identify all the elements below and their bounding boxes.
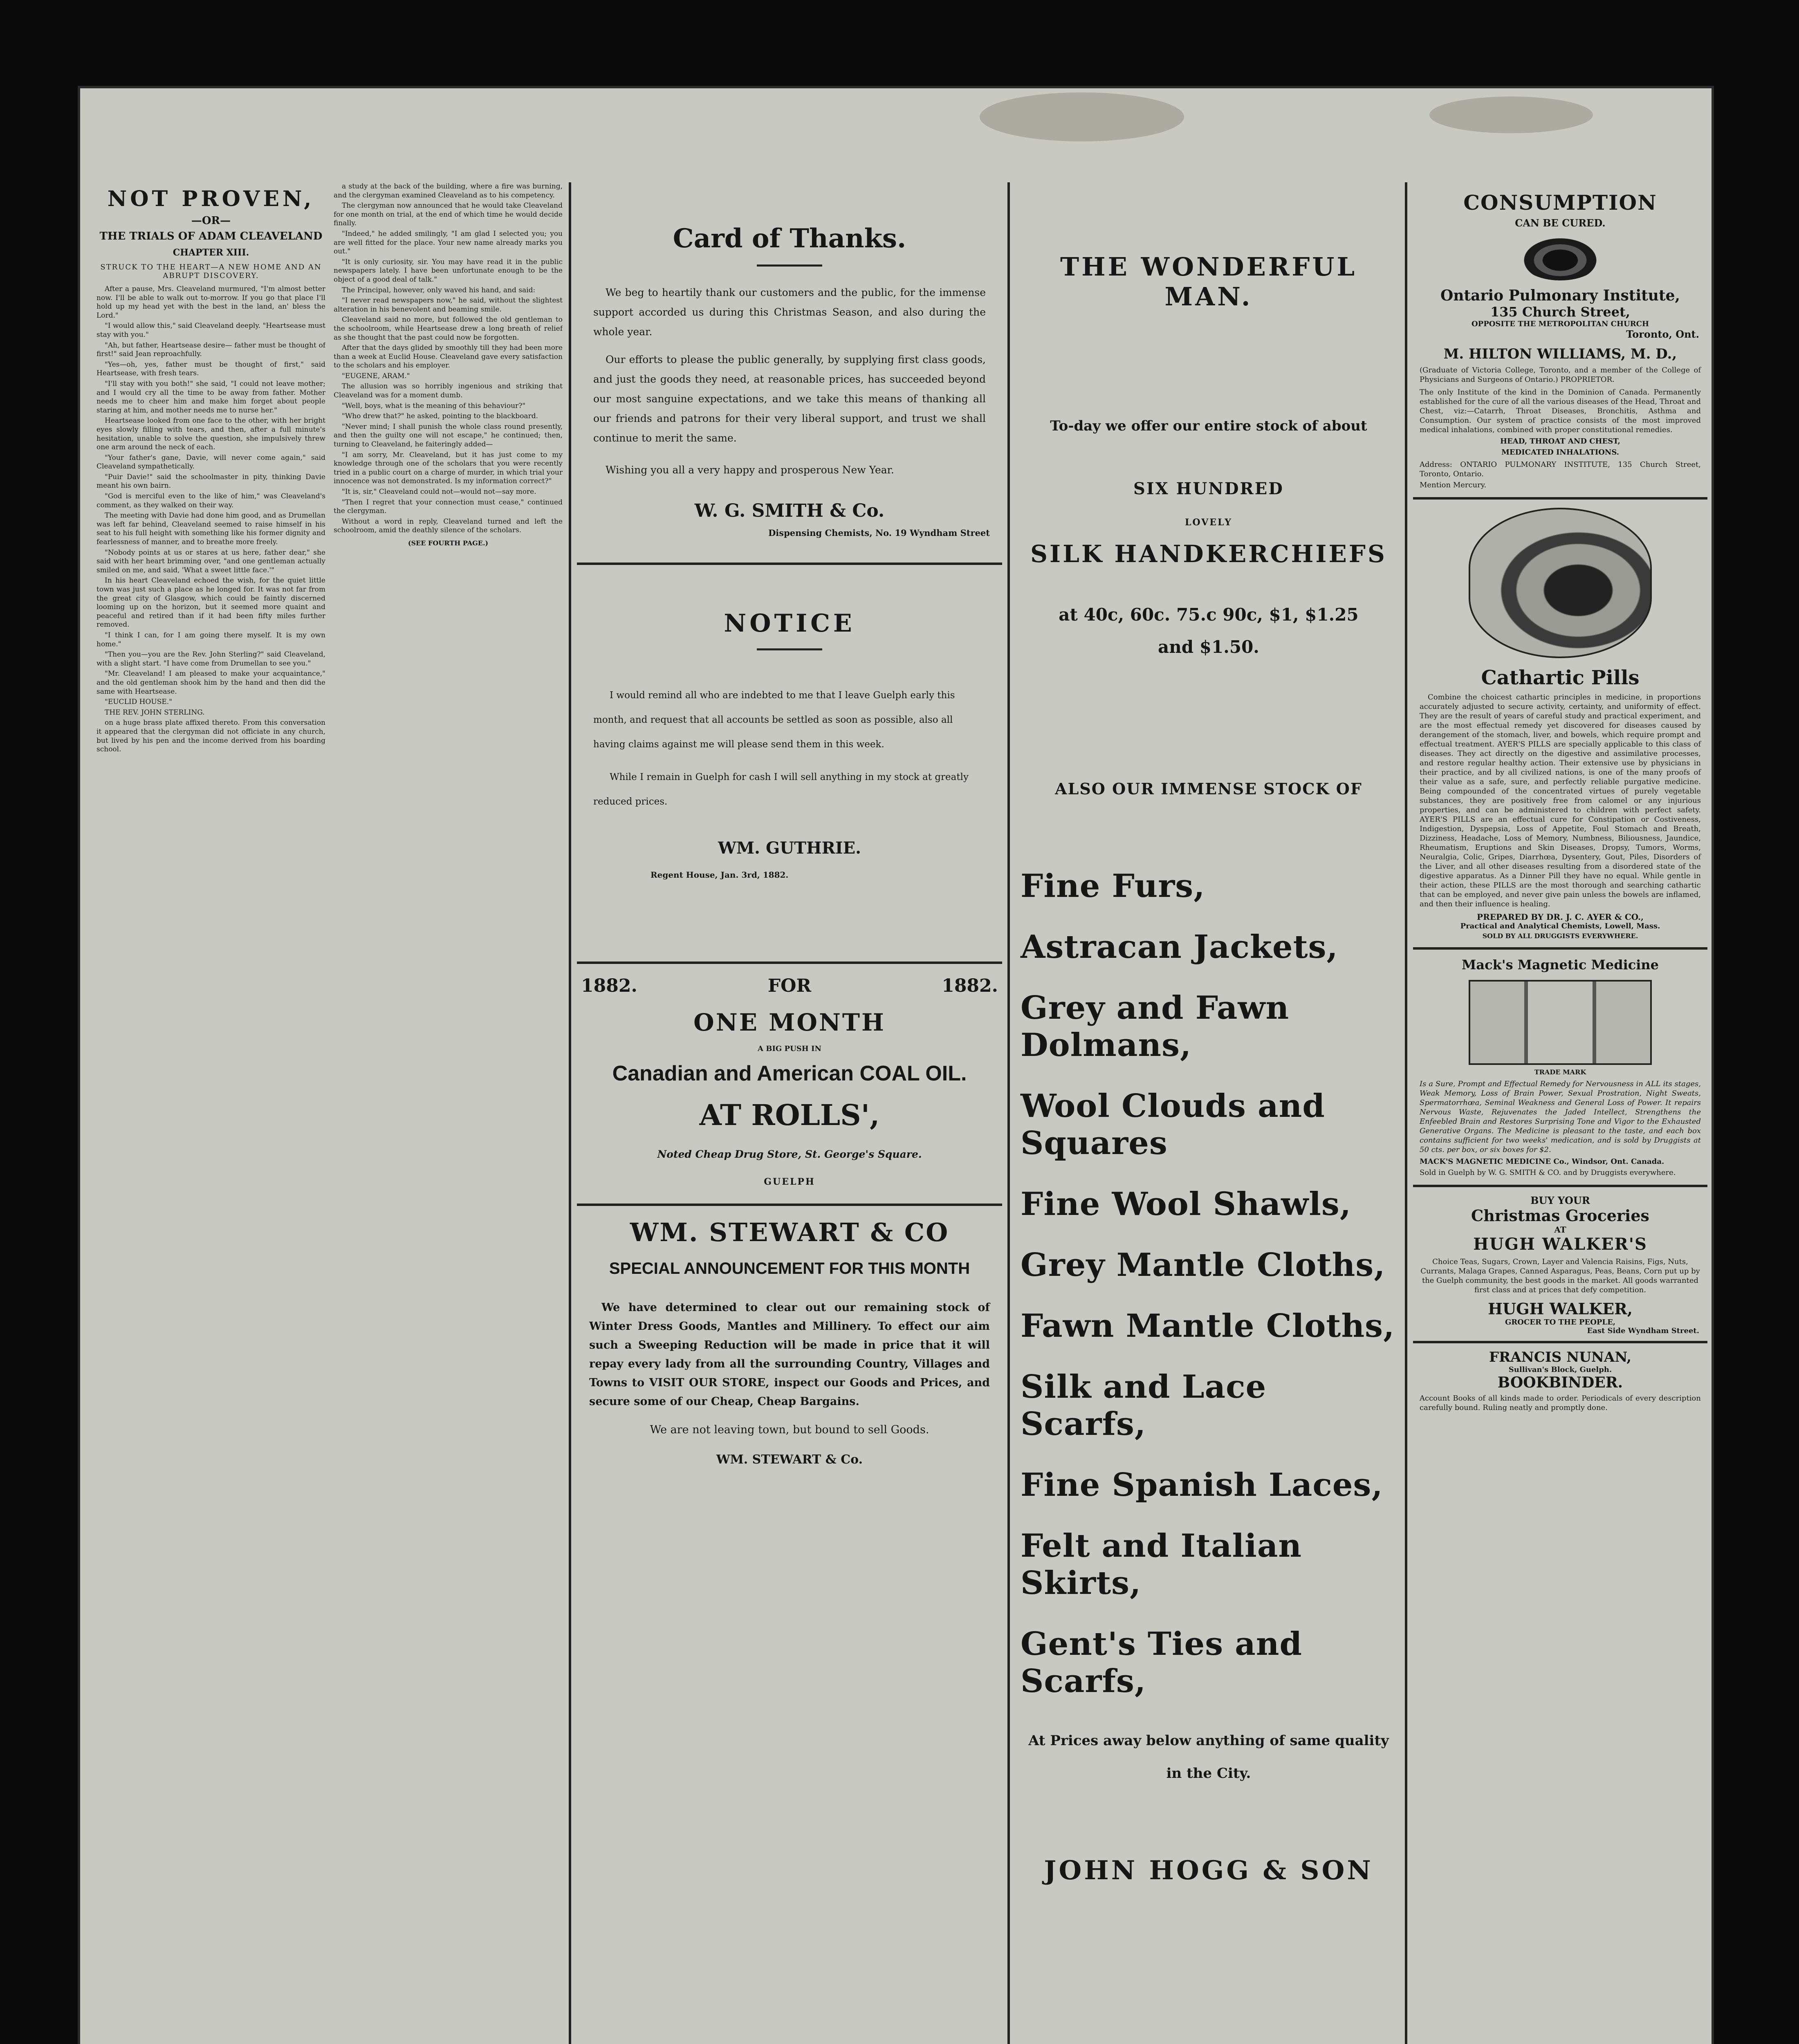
consumption-institute: Ontario Pulmonary Institute,	[1440, 287, 1680, 304]
story-subtitle: THE TRIALS OF ADAM CLEAVELAND	[99, 230, 323, 242]
story-paragraph: "Then you—you are the Rev. John Sterling?" said Cleaveland, with a slight start. "I have come from Drumellan to see you."	[96, 650, 325, 668]
stewart-name: WM. STEWART & CO	[630, 1217, 949, 1247]
story-paragraph: "Your father's gane, Davie, will never come again," said Cleaveland sympathetically.	[96, 453, 325, 471]
hogg-item: Wool Clouds and Squares	[1021, 1087, 1325, 1162]
nunan-name: FRANCIS NUNAN,	[1489, 1349, 1632, 1365]
card-of-thanks-p2: Our efforts to please the public generally, by supplying first class goods, and just the goods they need, at reasonable prices, has succeeded beyond our most sanguine expectations, and we take this means of thanking all our friends and patrons for their very liberal support, and trust we shall continue to merit the same.	[593, 354, 986, 444]
column-rule	[569, 182, 571, 2044]
hogg-item: Fine Spanish Laces,	[1021, 1466, 1383, 1504]
divider	[577, 1204, 1002, 1206]
hogg-intro: To-day we offer our entire stock of about	[1050, 418, 1367, 434]
coal-oil-header	[577, 975, 1002, 996]
stewart-body: We have determined to clear out our remaining stock of Winter Dress Goods, Mantles and Millinery. To effect our aim such a Sweeping Reduction will be made in price that it will repay every lady from all the surrounding Country, Villages and Towns to VISIT OUR STORE, inspect our Goods and Prices, and secure some of our Cheap, Cheap Bargains.	[589, 1301, 990, 1408]
before-after-illustration-icon	[1469, 980, 1652, 1065]
coal-oil-year-right: 1882.	[942, 975, 998, 996]
story-paragraph: Cleaveland said no more, but followed the old gentleman to the schoolroom, while Heartsease drew a long breath of relief as she thought that the past could now be forgotten.	[334, 316, 563, 342]
card-of-thanks-p3: Wishing you all a very happy and prosperous New Year.	[606, 464, 894, 476]
coal-oil-at-rolls: AT ROLLS',	[699, 1098, 880, 1132]
walker-ad	[1413, 1195, 1707, 1335]
divider	[757, 648, 822, 650]
hogg-prices-2: and $1.50.	[1158, 637, 1259, 657]
story-paragraph: "Yes—oh, yes, father must be thought of first," said Heartsease, with fresh tears.	[96, 360, 325, 378]
story-paragraph: "EUCLID HOUSE."	[105, 698, 172, 706]
stewart-signature: WM. STEWART & Co.	[716, 1452, 863, 1467]
consumption-credentials: (Graduate of Victoria College, Toronto, and a member of the College of Physicians and Surgeons of Ontario.) PROPRIETOR.	[1420, 366, 1701, 384]
nunan-trade: BOOKBINDER.	[1497, 1374, 1623, 1391]
hogg-prices: at 40c, 60c. 75.c 90c, $1, $1.25	[1059, 605, 1359, 625]
mack-title: Mack's Magnetic Medicine	[1461, 957, 1659, 973]
consumption-inhalations: MEDICATED INHALATIONS.	[1501, 448, 1620, 457]
story-paragraph: "Nobody points at us or stares at us here, father dear," she said with her heart brimming over, "and one gentleman actually smiled on me, and said, 'What a sweet little face.'"	[96, 548, 325, 574]
hogg-item: Fawn Mantle Cloths,	[1021, 1307, 1395, 1345]
story-paragraph: "Then I regret that your connection must cease," continued the clergyman.	[334, 498, 563, 515]
coal-oil-store: Noted Cheap Drug Store, St. George's Square.	[657, 1148, 922, 1160]
hogg-ad	[1016, 252, 1401, 1886]
story-paragraph: Without a word in reply, Cleaveland turned and left the schoolroom, amid the deathly silence of the scholars.	[334, 517, 563, 535]
divider	[1413, 1185, 1707, 1187]
consumption-doctor: M. HILTON WILLIAMS, M. D.,	[1443, 346, 1677, 362]
story-paragraph: The Principal, however, only waved his hand, and said:	[342, 286, 536, 294]
cathartic-prepared: PREPARED BY DR. J. C. AYER & CO.,	[1477, 912, 1644, 922]
story-paragraph: "I am sorry, Mr. Cleaveland, but it has just come to my knowledge through one of the scholars that you were recently tried in a public court on a charge of murder, in which trial your innocence was not demonstrated. Is my information correct?"	[334, 450, 563, 486]
coal-oil-one-month: ONE MONTH	[693, 1009, 886, 1036]
story-or: —OR—	[191, 215, 231, 227]
consumption-footer: Address: ONTARIO PULMONARY INSTITUTE, 135 Church Street, Toronto, Ontario.	[1420, 460, 1701, 478]
mack-sold: Sold in Guelph by W. G. SMITH & CO. and by Druggists everywhere.	[1420, 1168, 1676, 1177]
card-of-thanks-p1: We beg to heartily thank our customers and the public, for the immense support accorded us during this Christmas Season, and also during the whole year.	[593, 287, 986, 338]
ads-column-3	[577, 223, 1002, 1467]
story-column-2	[334, 182, 563, 2044]
cathartic-sold: SOLD BY ALL DRUGGISTS EVERYWHERE.	[1482, 932, 1638, 940]
hogg-item: Fine Furs,	[1021, 867, 1205, 905]
story-paragraph: "God is merciful even to the like of him," was Cleaveland's comment, as they walked on their way.	[96, 492, 325, 509]
walker-address: East Side Wyndham Street.	[1587, 1327, 1699, 1335]
story-paragraph: "Indeed," he added smilingly, "I am glad I selected you; you are well fitted for the place. Your new name already marks you out."	[334, 229, 563, 256]
coal-oil-push: A BIG PUSH IN	[758, 1044, 821, 1053]
notice-p1: I would remind all who are indebted to me that I leave Guelph early this month, and request that all accounts be settled as soon as possible, also all having claims against me will please send them in this week.	[593, 690, 955, 750]
eye-illustration-icon	[1519, 235, 1601, 280]
coal-oil-city: GUELPH	[764, 1177, 815, 1187]
story-paragraph: "Who drew that?" he asked, pointing to the blackboard.	[342, 412, 538, 421]
story-paragraph: After a pause, Mrs. Cleaveland murmured, "I'm almost better now. I'll be able to walk out to-morrow. If you go that place I'll hold up my head yet with the best in the land, an' bless the Lord."	[96, 285, 325, 320]
consumption-address: 135 Church Street,	[1490, 304, 1631, 320]
story-body-continued	[334, 182, 563, 535]
coal-oil-product: Canadian and American COAL OIL.	[612, 1062, 967, 1085]
story-paragraph: "Puir Davie!" said the schoolmaster in pity, thinking Davie meant his own bairn.	[96, 473, 325, 490]
hogg-item: Fine Wool Shawls,	[1021, 1186, 1351, 1223]
story-paragraph: "Mr. Cleaveland! I am pleased to make your acquaintance," and the old gentleman shook him by the hand and then did the same with Heartsease.	[96, 670, 325, 696]
cathartic-body: Combine the choicest cathartic principles in medicine, in proportions accurately adjusted to secure activity, certainty, and uniformity of effect. They are the result of years of careful study and practical experiment, and are the most effectual remedy yet discovered for diseases caused by derangement of the stomach, liver, and bowels, which require prompt and effectual treatment. AYER'S PILLS are specially applicable to this class of diseases. They act directly on the digestive and assimilative processes, and restore regular healthy action. Their extensive use by physicians in their practice, and by all civilized nations, is one of the many proofs of their value as a safe, sure, and perfectly reliable purgative medicine. Being compounded of the concentrated virtues of purely vegetable substances, they are positively free from calomel or any injurious properties, and can be administered to children with perfect safety. AYER'S PILLS are an effectual cure for Constipation or Costiveness, Indigestion, Dyspepsia, Loss of Appetite, Foul Stomach and Breath, Dizziness, Headache, Loss of Memory, Numbness, Biliousness, Jaundice, Rheumatism, Eruptions and Skin Diseases, Dropsy, Tumors, Worms, Neuralgia, Colic, Gripes, Diarrhœa, Dysentery, Gout, Piles, Disorders of the Liver, and all other diseases resulting from a disordered state of the digestive apparatus. As a Dinner Pill they have no equal. While gentle in their action, these PILLS are the most thorough and searching cathartic that can be employed, and never give pain unless the bowels are inflamed, and then their influence is healing.	[1420, 693, 1701, 908]
cathartic-title: Cathartic Pills	[1481, 666, 1640, 689]
story-paragraph: "I never read newspapers now," he said, without the slightest alteration in his benevolent and beaming smile.	[334, 296, 563, 314]
consumption-city: Toronto, Ont.	[1626, 328, 1699, 340]
story-paragraph: "Well, boys, what is the meaning of this behaviour?"	[342, 401, 526, 410]
story-chapter-sub: STRUCK TO THE HEART—A NEW HOME AND AN ABRUPT DISCOVERY.	[100, 263, 322, 280]
story-paragraph: Heartsease looked from one face to the other, with her bright eyes slowly filling with tears, and then, after a full minute's hesitation, unable to solve the question, she impulsively threw one arm around the neck of each.	[96, 417, 325, 452]
story-paragraph: After that the days glided by smoothly till they had been more than a week at Euclid House. Cleaveland gave every satisfaction to the scholars and his employer.	[334, 344, 563, 370]
divider	[577, 563, 1002, 565]
story-header	[96, 186, 325, 280]
cathartic-chemists: Practical and Analytical Chemists, Lowell, Mass.	[1460, 922, 1660, 930]
divider	[577, 961, 1002, 964]
nunan-location: Sullivan's Block, Guelph.	[1508, 1365, 1612, 1374]
stewart-headline: SPECIAL ANNOUNCEMENT FOR THIS MONTH	[609, 1260, 970, 1278]
story-paragraph: The meeting with Davie had done him good, and as Drumellan was left far behind, Cleaveland seemed to raise himself in his seat to his full height with something like his former dignity and fearlessness of manner, and to breathe more freely.	[96, 511, 325, 547]
card-of-thanks-title: Card of Thanks.	[673, 223, 906, 254]
walker-role: GROCER TO THE PEOPLE,	[1505, 1318, 1616, 1327]
story-paragraph: THE REV. JOHN STERLING.	[105, 708, 205, 717]
story-chapter: CHAPTER XIII.	[173, 247, 249, 258]
story-paragraph: "It is, sir," Cleaveland could not—would not—say more.	[342, 488, 536, 496]
hogg-silk: SILK HANDKERCHIEFS	[1030, 540, 1387, 568]
mack-company: MACK'S MAGNETIC MEDICINE Co., Windsor, Ont. Canada.	[1420, 1157, 1664, 1166]
walker-groceries: Christmas Groceries	[1471, 1206, 1649, 1225]
story-paragraph: In his heart Cleaveland echoed the wish, for the quiet little town was just such a place as he longed for. It was not far from the great city of Glasgow, which could be faintly discerned looming up on the horizon, but it seemed more quaint and peaceful and retired than if it had been fifty miles further removed.	[96, 576, 325, 629]
hogg-title: THE WONDERFUL MAN.	[1060, 252, 1357, 312]
story-paragraph: "Ah, but father, Heartsease desire— father must be thought of first!" said Jean reproachfully.	[96, 341, 325, 359]
hogg-prices-note: At Prices away below anything of same quality in the City.	[1028, 1732, 1389, 1782]
story-paragraph: "I would allow this," said Cleaveland deeply. "Heartsease must stay with you."	[96, 322, 325, 339]
newspaper-page	[78, 86, 1714, 2044]
walker-name: HUGH WALKER,	[1488, 1300, 1633, 1318]
story-title: NOT PROVEN,	[107, 186, 315, 211]
nunan-body: Account Books of all kinds made to order. Periodicals of every description carefully bound. Ruling neatly and promptly done.	[1420, 1394, 1701, 1412]
paper-stain	[1429, 96, 1593, 133]
mack-ad	[1413, 957, 1707, 1177]
story-paragraph: "It is only curiosity, sir. You may have read it in the public newspapers lately. I have been unfortunate enough to be the object of a good deal of talk."	[334, 258, 563, 284]
stewart-note: We are not leaving town, but bound to sell Goods.	[650, 1423, 929, 1436]
consumption-mention: Mention Mercury.	[1420, 481, 1487, 489]
story-paragraph: "I think I can, for I am going there myself. It is my own home."	[96, 631, 325, 648]
divider	[1413, 497, 1707, 500]
story-body	[96, 285, 325, 754]
walker-buy: BUY YOUR	[1530, 1195, 1590, 1206]
notice-p2: While I remain in Guelph for cash I will sell anything in my stock at greatly reduced prices.	[593, 772, 969, 807]
notice-footer: Regent House, Jan. 3rd, 1882.	[651, 870, 789, 880]
story-paragraph: "EUGENE, ARAM."	[342, 372, 410, 380]
stewart-ad	[577, 1217, 1002, 1467]
story-column-1	[96, 186, 325, 2044]
cathartic-ad	[1413, 508, 1707, 940]
story-paragraph: The allusion was so horribly ingenious and striking that Cleaveland was for a moment dumb.	[334, 382, 563, 400]
hogg-item: Gent's Ties and Scarfs,	[1021, 1625, 1303, 1700]
consumption-head: HEAD, THROAT AND CHEST,	[1500, 437, 1620, 446]
paper-stain	[980, 92, 1184, 141]
story-paragraph: on a huge brass plate affixed thereto. From this conversation it appeared that the clergyman did not officiate in any church, but lived by his pen and the income derived from his boarding school.	[96, 719, 325, 754]
consumption-ad	[1413, 191, 1707, 490]
column-rule	[1405, 182, 1407, 2044]
mack-body: Is a Sure, Prompt and Effectual Remedy for Nervousness in ALL its stages, Weak Memory, Loss of Brain Power, Sexual Prostration, Night Sweats, Spermatorrhœa, Seminal Weakness and General Loss of Power. It repairs Nervous Waste, Rejuvenates the Jaded Intellect, Strengthens the Enfeebled Brain and Restores Surprising Tone and Vigor to the Exhausted Generative Organs. The Medicine is pleasant to the taste, and each box contains sufficient for two weeks' medication, and is sold by Druggists at 50 cts. per box, or six boxes for $2.	[1420, 1080, 1701, 1154]
walker-store: HUGH WALKER'S	[1473, 1235, 1647, 1254]
card-of-thanks-footer: Dispensing Chemists, No. 19 Wyndham Street	[768, 528, 990, 538]
divider	[1413, 947, 1707, 950]
mack-trademark: TRADE MARK	[1534, 1068, 1586, 1076]
notice-signature: WM. GUTHRIE.	[718, 838, 861, 858]
hogg-item: Grey and Fawn Dolmans,	[1021, 989, 1290, 1064]
card-of-thanks	[577, 223, 1002, 538]
story-paragraph: "I'll stay with you both!" she said, "I could not leave mother; and I would cry all the time to be away from father. Mother needs me to cheer him and make him forget about people staring at him, and mother needs me to nurse her."	[96, 379, 325, 415]
notice-title: NOTICE	[724, 609, 855, 638]
nunan-ad	[1413, 1349, 1707, 1412]
divider	[1413, 1341, 1707, 1343]
consumption-sub: CAN BE CURED.	[1515, 217, 1606, 229]
consumption-body: The only Institute of the kind in the Dominion of Canada. Permanently established for the cure of all the various diseases of the Head, Throat and Chest, viz:—Catarrh, Throat Diseases, Bronchitis, Asthma and Consumption. Our system of practice consists of the most improved medical inhalations, combined with proper constitutional remedies.	[1420, 388, 1701, 434]
hogg-signature: JOHN HOGG & SON	[1044, 1855, 1373, 1886]
small-ads-column	[1413, 191, 1707, 1412]
hogg-also: ALSO OUR IMMENSE STOCK OF	[1055, 780, 1362, 798]
hogg-item: Astracan Jackets,	[1021, 928, 1338, 966]
consumption-opposite: OPPOSITE THE METROPOLITAN CHURCH	[1471, 320, 1649, 328]
coal-oil-year-left: 1882.	[581, 975, 637, 996]
card-of-thanks-signature: W. G. SMITH & Co.	[694, 500, 885, 521]
hogg-item: Silk and Lace Scarfs,	[1021, 1368, 1267, 1443]
notice-ad	[577, 576, 1002, 880]
coal-oil-for: FOR	[767, 975, 812, 996]
hogg-item-list	[1016, 867, 1401, 1700]
story-paragraph: a study at the back of the building, where a fire was burning, and the clergyman examined Cleaveland as to his competency.	[334, 182, 563, 199]
hogg-item: Felt and Italian Skirts,	[1021, 1527, 1302, 1602]
hogg-six-hundred: SIX HUNDRED	[1133, 479, 1284, 498]
hogg-item: Grey Mantle Cloths,	[1021, 1246, 1386, 1284]
column-rule	[1007, 182, 1010, 2044]
story-paragraph: The clergyman now announced that he would take Cleaveland for one month on trial, at the end of which time he would decide finally.	[334, 202, 563, 228]
horse-rider-illustration-icon	[1469, 508, 1652, 658]
story-paragraph: "Never mind; I shall punish the whole class round presently, and then the guilty one will not escape," he continued; then, turning to Cleaveland, he faiteringly added—	[334, 422, 563, 449]
coal-oil-ad	[577, 975, 1002, 1187]
hogg-lovely: LOVELY	[1185, 517, 1232, 528]
story-continued-note: (SEE FOURTH PAGE.)	[408, 539, 489, 547]
divider	[757, 264, 822, 267]
walker-list: Choice Teas, Sugars, Crown, Layer and Valencia Raisins, Figs, Nuts, Currants, Malaga Grapes, Canned Asparagus, Peas, Beans, Corn put up by the Guelph community, the best goods in the market. All goods warranted first class and at prices that defy competition.	[1420, 1257, 1700, 1294]
walker-at: AT	[1554, 1225, 1566, 1235]
consumption-title: CONSUMPTION	[1463, 191, 1657, 215]
